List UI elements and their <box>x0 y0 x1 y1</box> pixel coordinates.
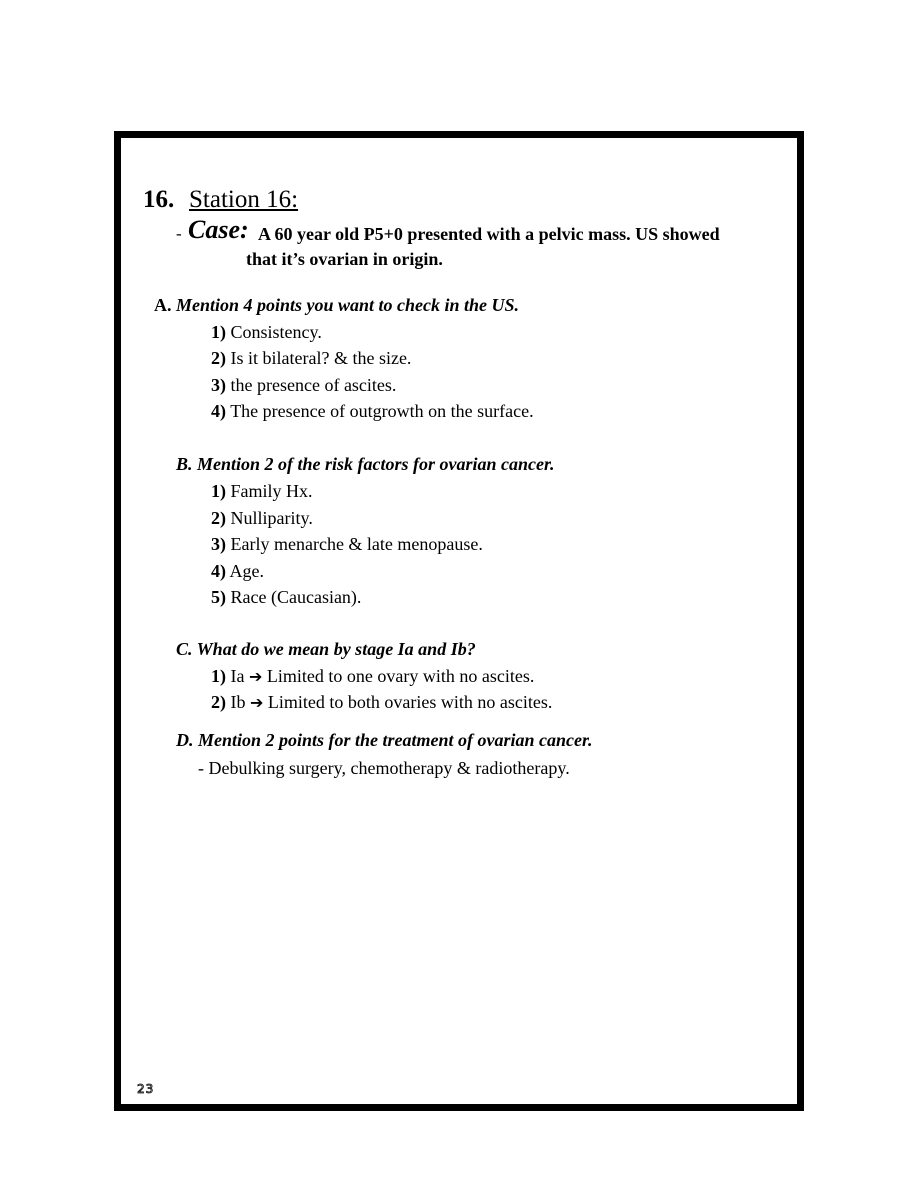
item-text: Is it bilateral? & the size. <box>230 348 412 368</box>
item-text: Consistency. <box>230 322 322 342</box>
station-number: 16. <box>143 186 175 213</box>
case-label: Case: <box>188 215 249 244</box>
list-item <box>211 322 322 343</box>
item-text: Age. <box>229 561 265 581</box>
item-number: 2) <box>211 692 226 712</box>
item-text: the presence of ascites. <box>230 375 397 395</box>
list-item <box>211 375 396 396</box>
list-item <box>211 481 313 502</box>
case-text-line-2: that it’s ovarian in origin. <box>246 249 443 269</box>
case-dash: - <box>176 224 182 243</box>
item-text: Nulliparity. <box>230 508 313 528</box>
item-number: 1) <box>211 481 226 501</box>
item-text: Race (Caucasian). <box>230 587 362 607</box>
list-item <box>211 692 552 713</box>
item-number: 1) <box>211 666 226 686</box>
page-number: 23 <box>137 1082 155 1096</box>
question-a-letter: A. <box>154 295 172 315</box>
item-stage: Ib <box>230 692 246 712</box>
item-number: 2) <box>211 348 226 368</box>
list-item <box>211 561 264 582</box>
item-text: Family Hx. <box>230 481 313 501</box>
page-border <box>114 131 804 1111</box>
item-number: 3) <box>211 534 226 554</box>
case-text-line-1: A 60 year old P5+0 presented with a pelvic mass. US showed <box>258 224 720 244</box>
item-text: Limited to both ovaries with no ascites. <box>267 692 553 712</box>
item-text: The presence of outgrowth on the surface. <box>230 401 534 421</box>
station-title: Station 16: <box>189 186 299 213</box>
item-text: Limited to one ovary with no ascites. <box>266 666 535 686</box>
item-number: 1) <box>211 322 226 342</box>
right-arrow-icon: ➔ <box>248 667 263 686</box>
right-arrow-icon: ➔ <box>250 693 264 712</box>
item-text: Early menarche & late menopause. <box>230 534 483 554</box>
list-item <box>211 508 313 529</box>
list-item <box>211 348 411 369</box>
item-number: 4) <box>211 401 226 421</box>
list-item <box>211 587 361 608</box>
list-item <box>211 401 534 422</box>
item-number: 4) <box>211 561 226 581</box>
item-number: 3) <box>211 375 226 395</box>
question-a <box>154 295 519 316</box>
question-c: C. What do we mean by stage Ia and Ib? <box>176 639 476 659</box>
question-b: B. Mention 2 of the risk factors for ovarian cancer. <box>176 454 555 474</box>
answer-text: - Debulking surgery, chemotherapy & radiotherapy. <box>198 758 570 778</box>
list-item <box>211 666 534 687</box>
item-stage: Ia <box>230 666 245 686</box>
question-d: D. Mention 2 points for the treatment of ovarian cancer. <box>176 730 593 750</box>
list-item <box>211 534 483 555</box>
item-number: 5) <box>211 587 226 607</box>
question-a-text: Mention 4 points you want to check in the US. <box>176 295 520 315</box>
item-number: 2) <box>211 508 226 528</box>
